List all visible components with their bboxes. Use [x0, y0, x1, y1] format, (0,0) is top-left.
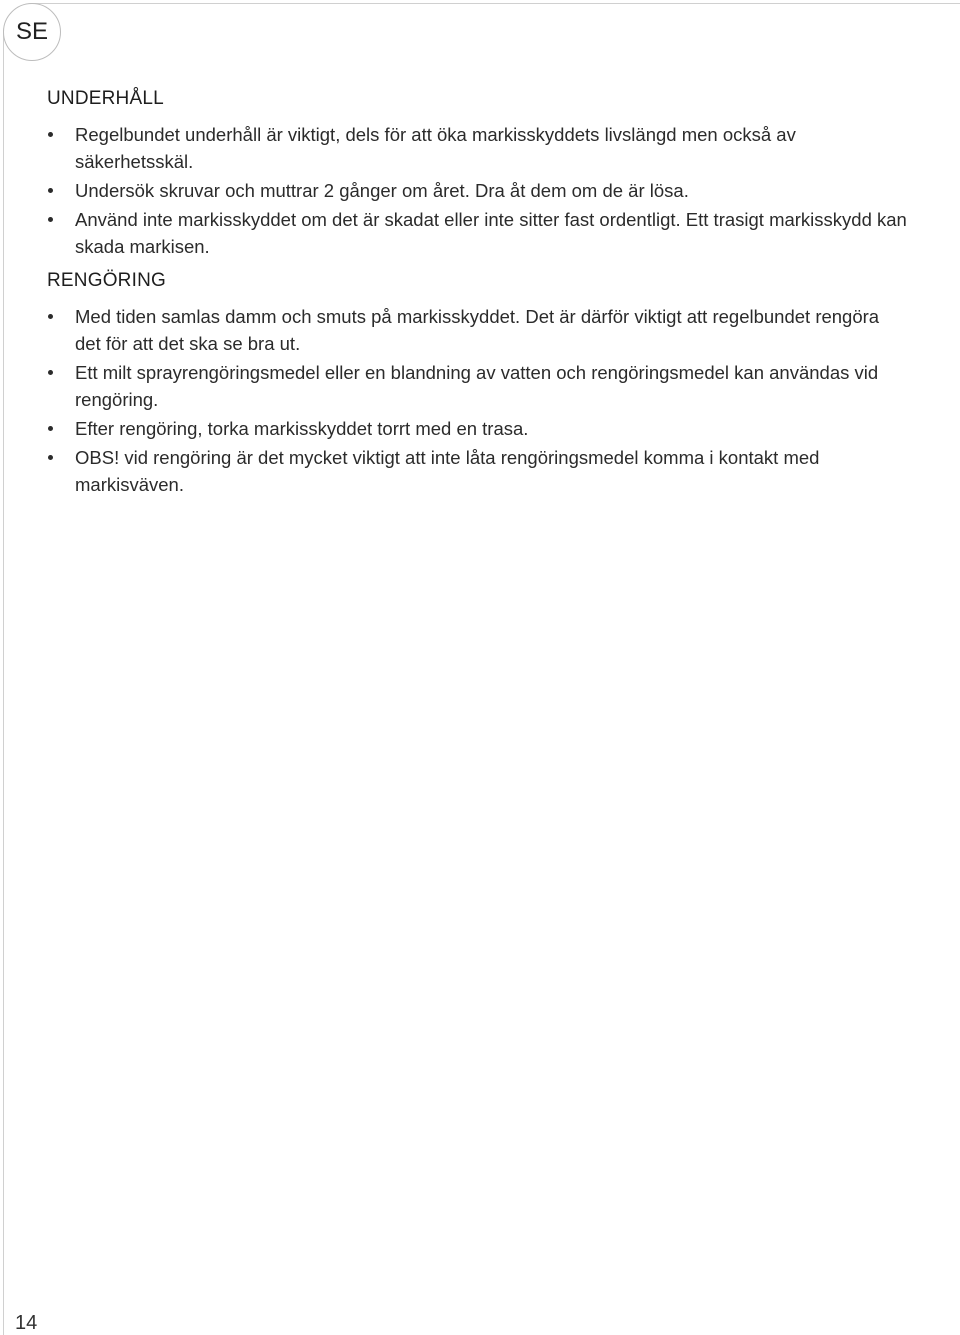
list-item — [47, 121, 907, 175]
page-number: 14 — [15, 1312, 38, 1334]
section-title-cleaning: RENGÖRING — [47, 270, 166, 291]
document-content — [47, 86, 907, 500]
list-item-text: Regelbundet underhåll är viktigt, dels för att öka markisskyddets livslängd men också av säkerhetsskäl. — [75, 124, 796, 172]
list-item-text: Undersök skruvar och muttrar 2 gånger om året. Dra åt dem om de är lösa. — [75, 180, 689, 201]
list-item — [47, 444, 907, 498]
list-item-text: Efter rengöring, torka markisskyddet torrt med en trasa. — [75, 418, 529, 439]
list-item-text: Med tiden samlas damm och smuts på markisskyddet. Det är därför viktigt att regelbundet rengöra det för att det ska se bra ut. — [75, 306, 880, 354]
cleaning-list — [47, 303, 907, 498]
bullet-icon — [48, 370, 53, 375]
bullet-icon — [48, 314, 53, 319]
bullet-icon — [48, 188, 53, 193]
list-item — [47, 177, 907, 204]
language-badge — [3, 3, 61, 61]
list-item — [47, 303, 907, 357]
list-item — [47, 206, 907, 260]
list-item-text: OBS! vid rengöring är det mycket viktigt att inte låta rengöringsmedel komma i kontakt med markisväven. — [75, 447, 820, 495]
bullet-icon — [48, 217, 53, 222]
list-item-text: Ett milt sprayrengöringsmedel eller en blandning av vatten och rengöringsmedel kan användas vid rengöring. — [75, 362, 879, 410]
maintenance-list — [47, 121, 907, 260]
list-item-text: Använd inte markisskyddet om det är skadat eller inte sitter fast ordentligt. Ett trasigt markisskydd kan skada markisen. — [75, 209, 907, 257]
bullet-icon — [48, 132, 53, 137]
bullet-icon — [48, 455, 53, 460]
language-badge-label: SE — [15, 18, 48, 45]
section-title-maintenance: UNDERHÅLL — [47, 88, 164, 109]
list-item — [47, 359, 907, 413]
list-item — [47, 415, 907, 442]
bullet-icon — [48, 426, 53, 431]
